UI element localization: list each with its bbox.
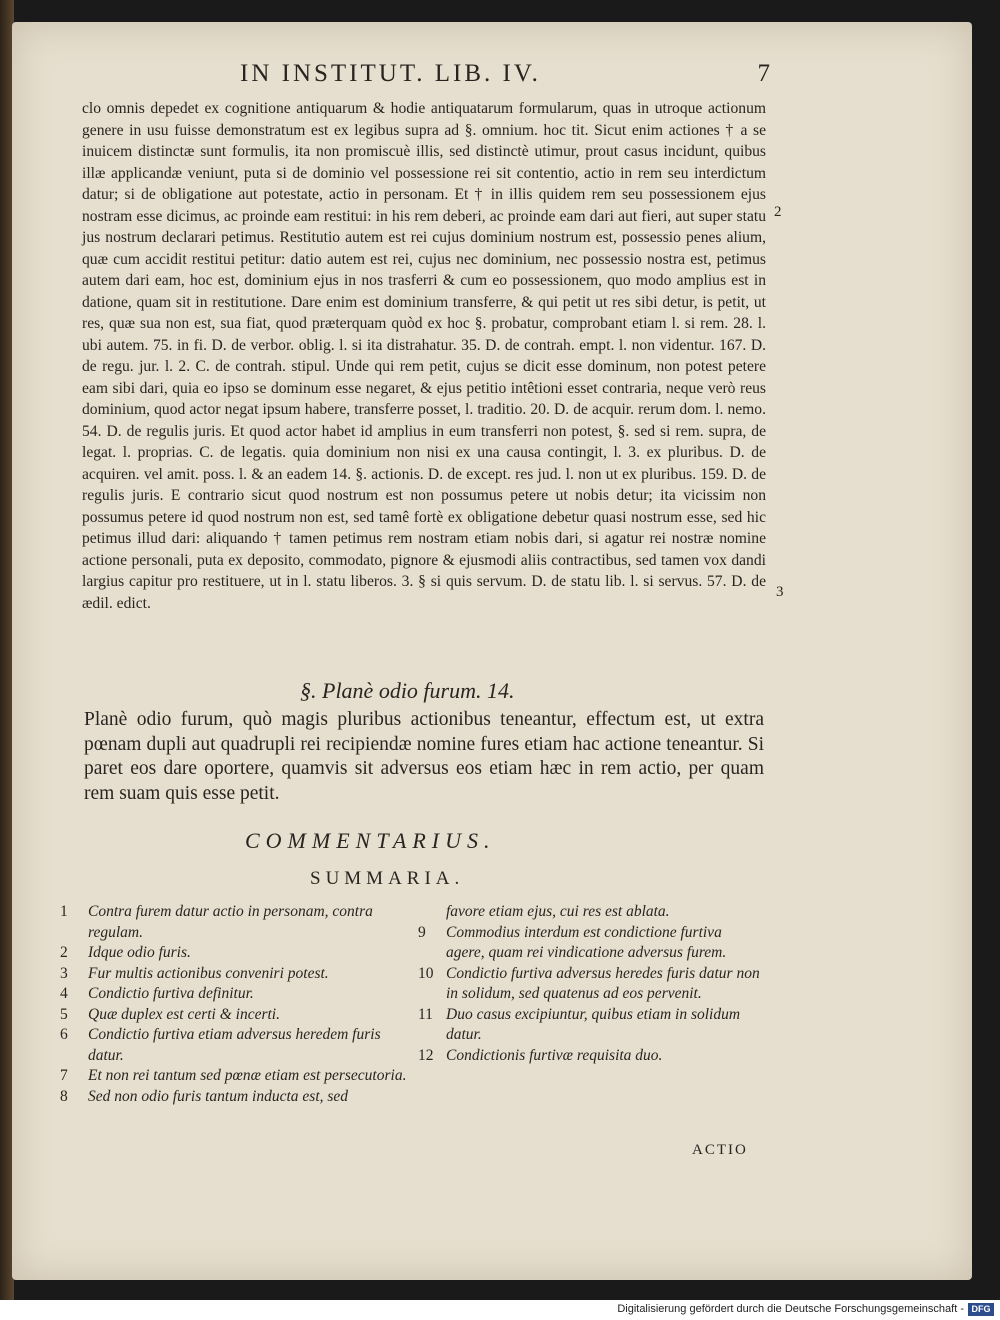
item-text: Condictio furtiva definitur. bbox=[88, 985, 254, 1002]
item-number: 5 bbox=[60, 1005, 68, 1023]
page-number: 7 bbox=[757, 60, 770, 87]
law-paragraph: Planè odio furum, quò magis pluribus actionibus teneantur, effectum est, ut extra pœnam dupli aut quadrupli rei recipiendæ nomine fures etiam hac actione teneantur. Si paret eos dare oportere, quamvis sit adversus eos etiam hæc in rem actio, per quam rem suam quis esse petit. bbox=[84, 709, 764, 804]
list-item bbox=[60, 1025, 420, 1066]
item-number bbox=[418, 902, 446, 923]
list-item bbox=[60, 1066, 420, 1087]
item-text: Idque odio furis. bbox=[88, 944, 191, 961]
running-head: IN INSTITUT. LIB. IV. bbox=[240, 60, 541, 87]
item-number: 10 bbox=[418, 964, 434, 982]
commentary-heading: COMMENTARIUS. bbox=[245, 828, 496, 853]
item-text: Quæ duplex est certi & incerti. bbox=[88, 1005, 280, 1023]
summary-list-left bbox=[60, 902, 420, 1107]
item-text: Fur multis actionibus conveniri potest. bbox=[88, 964, 329, 982]
item-text: Sed non odio furis tantum inducta est, sed bbox=[88, 1087, 349, 1105]
list-item bbox=[60, 902, 420, 943]
item-number: 2 bbox=[60, 944, 68, 961]
list-item bbox=[60, 1087, 420, 1108]
margin-note-2: 2 bbox=[774, 204, 782, 220]
list-item bbox=[418, 1005, 763, 1046]
page-header bbox=[240, 60, 770, 90]
body-paragraph: clo omnis depedet ex cognitione antiquarum & hodie antiquatarum formularum, quas in utroque actionum genere in usu fuisse demonstratum est ex legibus supra ad §. omnium. hoc tit. Sicut enim actiones † a se inuicem distinctæ sunt formulis, ita non promiscuè illis, sed distinctè utimur, prout casus incidunt, quibus illæ applicandæ veniunt, puta si de dominio vel possessione rei sit contentio, actio in rem seu interdictum datur; si de obligatione aut potestate, actio in personam. Et † in illis quidem rem seu possessionem ejus nostram esse dicimus, ac proinde eam restitui: in his rem deberi, ac proinde eam dari aut fieri, aut super statu jus nostrum declarari petimus. Restitutio autem est rei cujus dominium nostrum est, possessio penes alium, quæ cum accidit restitui petitur: datio autem est rei, cujus nec dominium, nec possessio nostra est, petimus autem dari eam, hoc est, dominium ejus in nos trasferri & cum eo possessionem, quo modo amplius est in datione, quam sit in restitutione. Dare enim est dominium transferre, & qui petit ut res sibi detur, is petit, ut res, quæ sua non est, sua fiat, quod præterquam quòd ex hoc §. probatur, comprobant etiam l. si rem. 28. l. ubi autem. 75. in fi. D. de verbor. oblig. l. si ita distrahatur. 35. D. de contrah. empt. l. non videntur. 167. D. de regu. jur. l. 2. C. de contrah. stipul. Unde qui rem petit, cujus se dicit esse dominum, non potest petere eam sibi dari, quia eo ipso se dominum esse negaret, & ejus petitio intêtioni esset contraria, neque verò reus dominium, quod actor negat ipsum habere, transferre posset, l. traditio. 20. D. de acquir. rerum dom. l. nemo. 54. D. de regulis juris. Et quod actor habet id amplius in eum transferri non potest, §. sed si rem. supra, de legat. l. proprias. C. de legatis. quia dominium non nisi ex una causa contingit, l. 3. ex pluribus. D. de acquiren. vel amit. poss. l. & an eadem 14. §. actionis. D. de except. res jud. l. non ut ex pluribus. 159. D. de regulis juris. E contrario sicut quod nostrum est non possumus petere ut nobis detur; ita vicissim non possumus petere id quod nostrum non est, sed tamê fortè ex obligatione debetur quasi nostrum esse, sed hic petimus illud dari: aliquando † tamen petimus rem nostram etiam nobis dari, si agatur rei nostræ nomine actione personali, puta ex deposito, commodato, pignore & ejusmodi aliis contractibus, sed tamen vox dandi largius capitur pro restituere, ut in l. statu liberos. 3. § si quis servum. D. de statu lib. l. si servus. 57. D. de ædil. edict. bbox=[82, 100, 766, 612]
list-item bbox=[60, 943, 420, 964]
item-text: Commodius interdum est condictione furtiva agere, quam rei vindicatione adversus furem. bbox=[446, 923, 727, 961]
item-number: 6 bbox=[60, 1026, 68, 1043]
item-number: 7 bbox=[60, 1067, 68, 1084]
list-item bbox=[60, 1005, 420, 1026]
item-text: Condictio furtiva adversus heredes furis datur non in solidum, sed quatenus ad eos pervenit. bbox=[446, 964, 760, 1002]
item-number: 4 bbox=[60, 985, 68, 1002]
summary-list-right bbox=[418, 902, 763, 1066]
law-text bbox=[84, 708, 764, 806]
item-text: favore etiam ejus, cui res est ablata. bbox=[446, 903, 670, 920]
list-item bbox=[60, 964, 420, 985]
funding-credit: Digitalisierung gefördert durch die Deutsche Forschungsgemeinschaft - bbox=[617, 1303, 964, 1315]
list-item bbox=[418, 923, 763, 964]
item-number: 11 bbox=[418, 1005, 433, 1023]
item-text: Condictionis furtivæ requisita duo. bbox=[446, 1046, 663, 1064]
list-item bbox=[418, 902, 763, 923]
dfg-logo: DFG bbox=[968, 1303, 994, 1316]
item-number: 8 bbox=[60, 1087, 68, 1105]
summaria-heading: SUMMARIA. bbox=[310, 868, 465, 889]
item-number: 1 bbox=[60, 903, 68, 920]
item-number: 3 bbox=[60, 964, 68, 982]
item-number: 12 bbox=[418, 1046, 434, 1064]
list-item bbox=[418, 964, 763, 1005]
item-number: 9 bbox=[418, 923, 426, 941]
list-item bbox=[60, 984, 420, 1005]
section-title: §. Planè odio furum. 14. bbox=[300, 678, 515, 703]
margin-note-3: 3 bbox=[776, 584, 784, 600]
item-text: Condictio furtiva etiam adversus heredem furis datur. bbox=[88, 1026, 381, 1064]
list-item bbox=[418, 1046, 763, 1067]
item-text: Contra furem datur actio in personam, contra regulam. bbox=[88, 903, 373, 941]
catchword: ACTIO bbox=[692, 1142, 748, 1158]
digitization-footer bbox=[0, 1300, 1000, 1320]
item-text: Duo casus excipiuntur, quibus etiam in solidum datur. bbox=[446, 1005, 741, 1043]
item-text: Et non rei tantum sed pœnæ etiam est persecutoria. bbox=[88, 1067, 407, 1084]
main-paragraph bbox=[82, 98, 766, 614]
